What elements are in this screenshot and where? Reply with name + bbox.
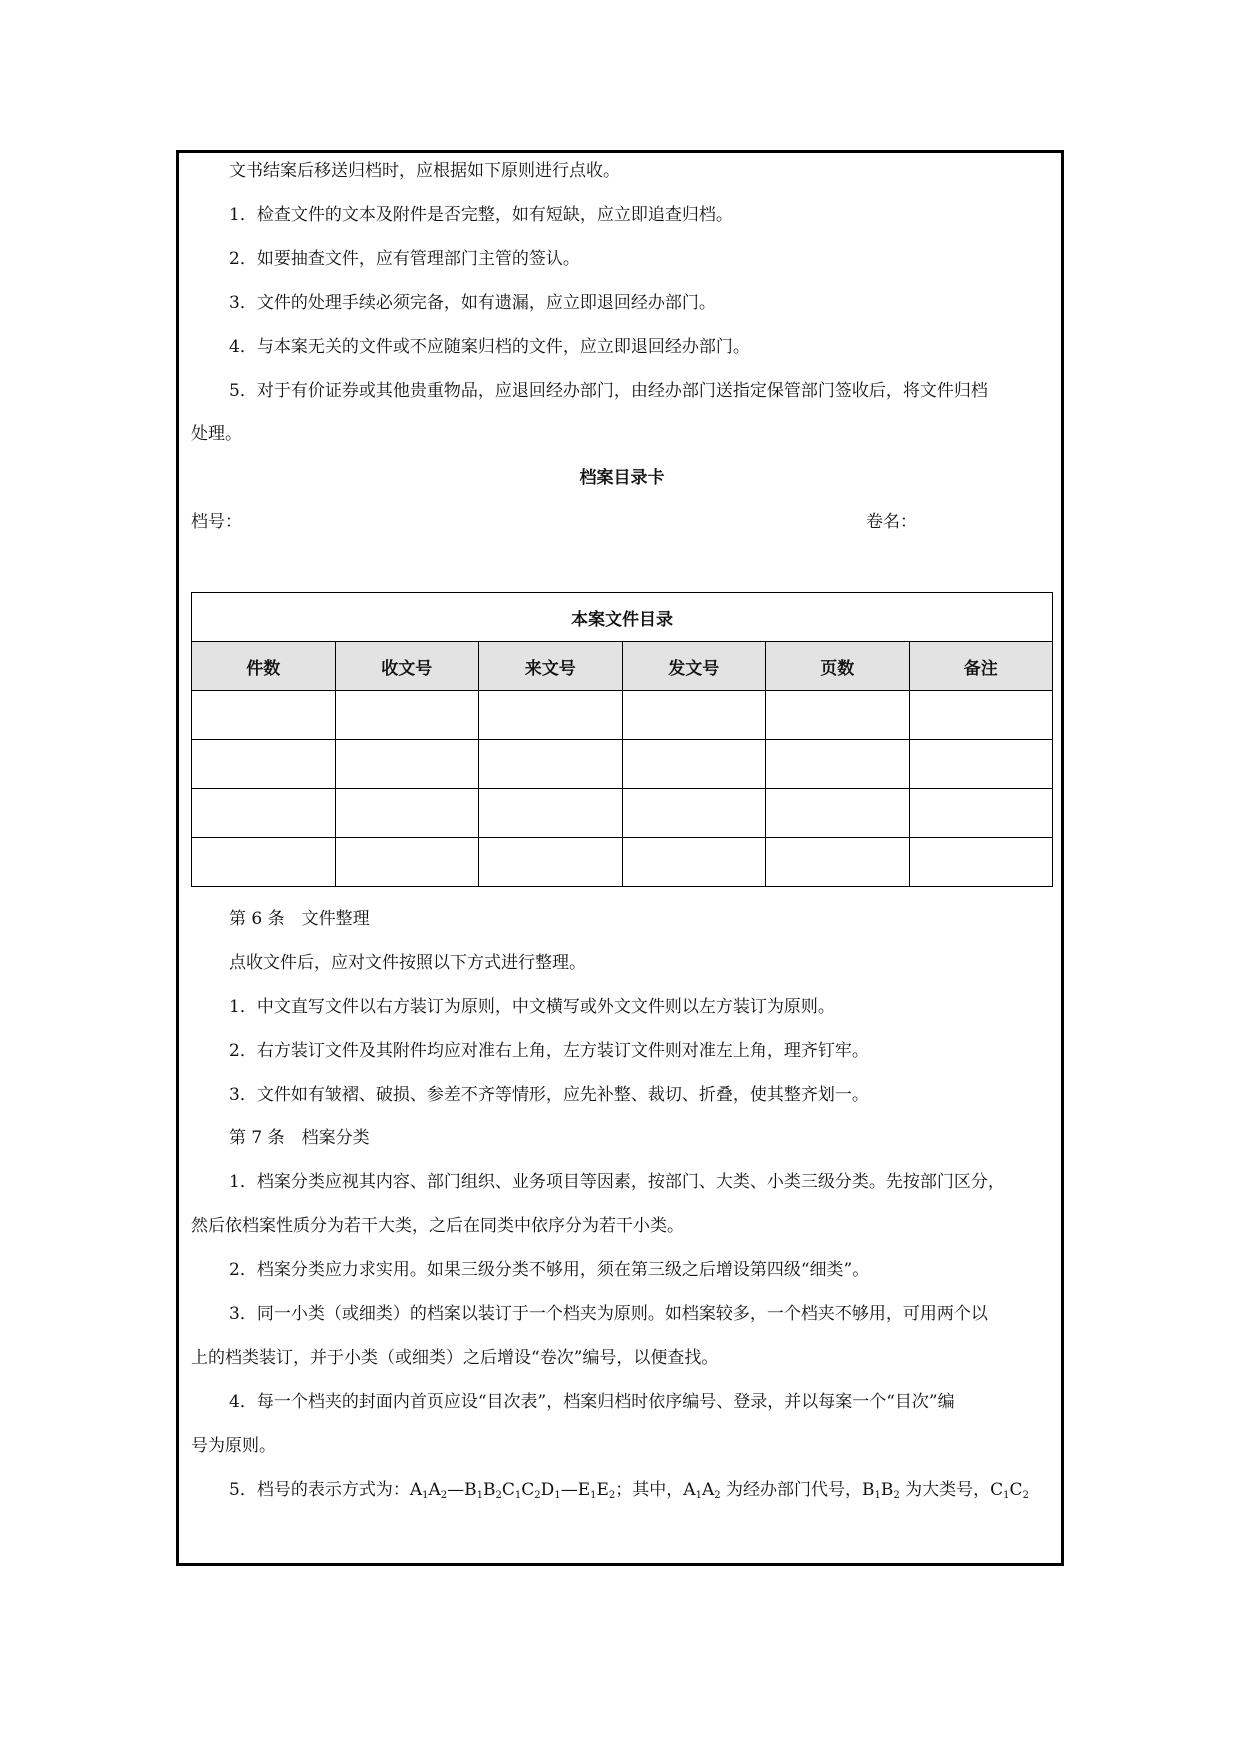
intro-item-2: 2．如要抽查文件，应有管理部门主管的签认。	[229, 249, 580, 269]
article-7-item-1-continued: 然后依档案性质分为若干大类，之后在同类中依序分为若干小类。	[191, 1216, 684, 1236]
table-cell	[335, 740, 479, 789]
code-subscript: 2	[893, 1490, 900, 1501]
item5-text: 为经办部门代号，	[720, 1480, 862, 1500]
article-6-item-2: 2．右方装订文件及其附件均应对准右上角，左方装订文件则对准左上角，理齐钉牢。	[229, 1041, 869, 1061]
article-7-item-4-continued: 号为原则。	[191, 1436, 276, 1456]
column-header: 备注	[909, 642, 1053, 691]
code-subscript: 2	[1022, 1490, 1029, 1501]
item5-text: 为大类号，	[899, 1480, 991, 1500]
code-letter: C	[990, 1480, 1004, 1500]
table-cell	[766, 789, 910, 838]
table-cell	[192, 740, 336, 789]
code-subscript: 1	[554, 1490, 561, 1501]
item5-prefix: 5．档号的表示方式为	[229, 1480, 393, 1500]
code-letter: A	[683, 1480, 696, 1500]
table-cell	[479, 740, 623, 789]
code-letter: B	[862, 1480, 875, 1500]
table-cell	[335, 789, 479, 838]
table-row	[192, 789, 1053, 838]
catalog-table	[191, 592, 1053, 887]
table-cell	[335, 691, 479, 740]
code-subscript: 1	[476, 1490, 484, 1501]
code-letter: C	[1009, 1480, 1023, 1500]
table-cell	[909, 789, 1053, 838]
code-subscript: 1	[695, 1490, 702, 1501]
item5-colon: ：	[392, 1480, 410, 1500]
catalog-table-title: 本案文件目录	[192, 593, 1053, 642]
code-letter: D	[540, 1480, 555, 1500]
code-subscript: 2	[440, 1490, 448, 1501]
table-cell	[766, 740, 910, 789]
column-header: 收文号	[335, 642, 479, 691]
article-7-item-3-continued: 上的档类装订，并于小类（或细类）之后增设“卷次”编号，以便查找。	[191, 1348, 719, 1368]
table-cell	[479, 789, 623, 838]
column-header: 件数	[192, 642, 336, 691]
code-letter: B	[483, 1480, 496, 1500]
table-cell	[479, 838, 623, 887]
article-7-heading: 第 7 条 档案分类	[229, 1128, 370, 1148]
table-cell	[192, 838, 336, 887]
code-dash: —	[560, 1480, 578, 1500]
column-header: 页数	[766, 642, 910, 691]
intro-item-5-continued: 处理。	[191, 424, 242, 444]
intro-item-5: 5．对于有价证券或其他贵重物品，应退回经办部门，由经办部门送指定保管部门签收后，将文件归档	[229, 381, 988, 401]
table-cell	[622, 838, 766, 887]
table-row	[192, 838, 1053, 887]
article-7-item-3: 3．同一小类（或细类）的档案以装订于一个档夹为原则。如档案较多，一个档夹不够用，可用两个以	[229, 1304, 988, 1324]
code-subscript: 2	[534, 1490, 541, 1501]
code-letter: A	[409, 1480, 423, 1500]
code-subscript: 1	[874, 1490, 881, 1501]
article-7-item-4: 4．每一个档夹的封面内首页应设“目次表”，档案归档时依序编号、登录，并以每案一个“目次”编	[229, 1392, 955, 1412]
code-dash: —	[447, 1480, 465, 1500]
table-cell	[909, 838, 1053, 887]
item5-text: ；其中，	[615, 1480, 684, 1500]
table-cell	[192, 789, 336, 838]
code-subscript: 1	[1003, 1490, 1010, 1501]
code-subscript: 1	[422, 1490, 429, 1501]
table-cell	[622, 740, 766, 789]
table-cell	[909, 740, 1053, 789]
code-subscript: 2	[495, 1490, 502, 1501]
table-row	[192, 691, 1053, 740]
article-6-item-3: 3．文件如有皱褶、破损、参差不齐等情形，应先补整、裁切、折叠，使其整齐划一。	[229, 1085, 869, 1105]
table-row	[192, 740, 1053, 789]
code-subscript: 1	[514, 1490, 522, 1501]
table-cell	[622, 789, 766, 838]
article-7-item-1: 1．档案分类应视其内容、部门组织、业务项目等因素，按部门、大类、小类三级分类。先按部门区分，	[229, 1172, 1005, 1192]
code-subscript: 1	[590, 1490, 597, 1501]
table-cell	[766, 691, 910, 740]
code-subscript: 2	[608, 1490, 616, 1501]
code-letter: C	[501, 1480, 515, 1500]
table-cell	[335, 838, 479, 887]
code-letter: E	[577, 1480, 591, 1500]
table-cell	[479, 691, 623, 740]
catalog-header-row	[192, 642, 1053, 691]
article-6-heading: 第 6 条 文件整理	[229, 909, 370, 929]
code-letter: A	[428, 1480, 441, 1500]
table-cell	[622, 691, 766, 740]
intro-item-1: 1．检查文件的文本及附件是否完整，如有短缺，应立即追查归档。	[229, 205, 733, 225]
code-subscript: 2	[714, 1490, 721, 1501]
article-6-item-1: 1．中文直写文件以右方装订为原则，中文横写或外文文件则以左方装订为原则。	[229, 997, 835, 1017]
article-7-item-2: 2．档案分类应力求实用。如果三级分类不够用，须在第三级之后增设第四级“细类”。	[229, 1260, 870, 1280]
intro-item-3: 3．文件的处理手续必须完备，如有遗漏，应立即退回经办部门。	[229, 293, 716, 313]
article-6-lead: 点收文件后，应对文件按照以下方式进行整理。	[229, 953, 586, 973]
code-letter: A	[701, 1480, 715, 1500]
table-cell	[766, 838, 910, 887]
column-header: 发文号	[622, 642, 766, 691]
column-header: 来文号	[479, 642, 623, 691]
volume-name-label: 卷名：	[866, 512, 917, 532]
intro-item-4: 4．与本案无关的文件或不应随案归档的文件，应立即退回经办部门。	[229, 337, 750, 357]
card-meta	[191, 512, 1053, 532]
file-number-label: 档号：	[191, 512, 242, 532]
card-title: 档案目录卡	[579, 468, 665, 488]
code-letter: E	[596, 1480, 609, 1500]
article-7-item-5	[191, 1480, 1053, 1500]
table-cell	[192, 691, 336, 740]
table-cell	[909, 691, 1053, 740]
code-letter: C	[521, 1480, 535, 1500]
code-letter: B	[464, 1480, 477, 1500]
intro-lead: 文书结案后移送归档时，应根据如下原则进行点收。	[229, 161, 620, 181]
document-frame	[176, 150, 1064, 1566]
code-letter: B	[880, 1480, 894, 1500]
